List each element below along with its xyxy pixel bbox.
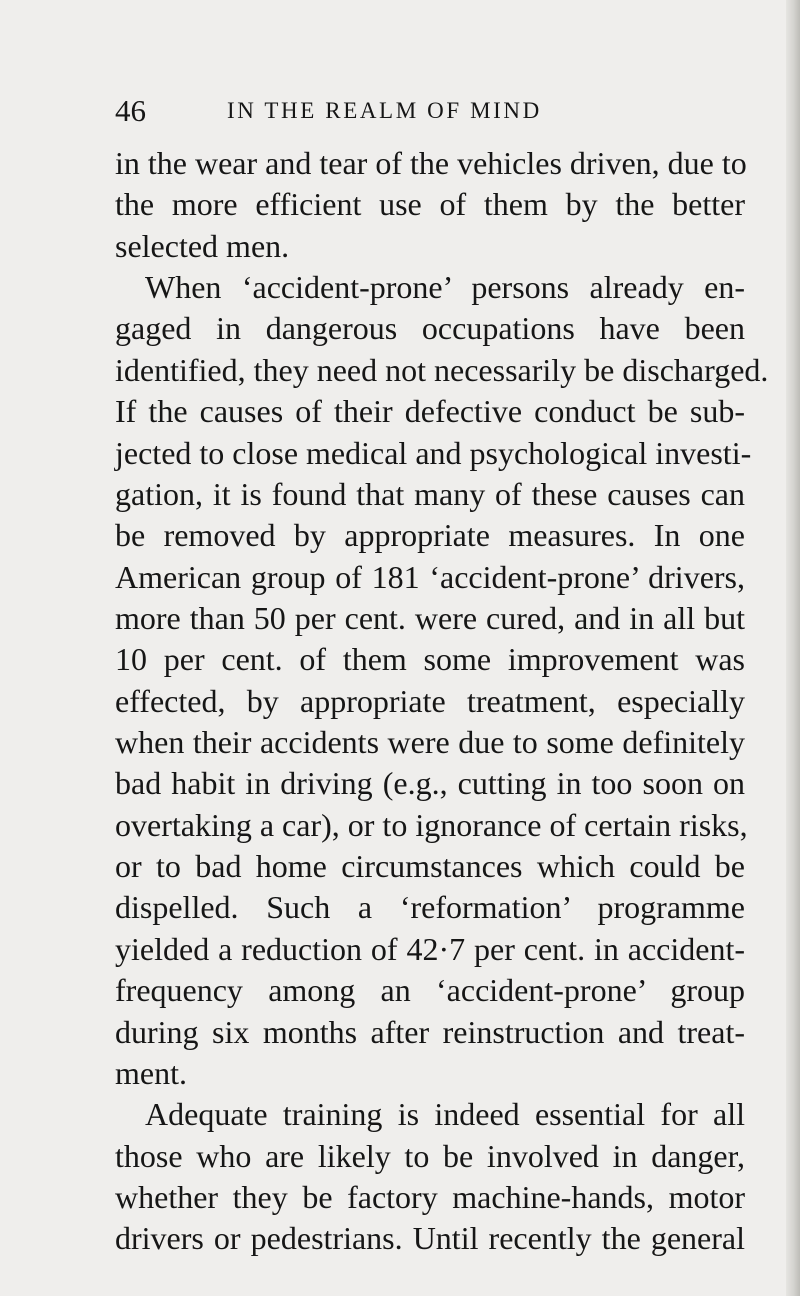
text-line: the more efficient use of them by the better	[115, 186, 745, 223]
text-line: gaged in dangerous occupations have been	[115, 310, 745, 347]
text-line: identified, they need not necessarily be discharged.	[115, 351, 769, 388]
running-title: IN THE REALM OF MIND	[227, 98, 542, 123]
text-line: ment.	[115, 1054, 187, 1091]
page-number: 46	[115, 93, 146, 128]
text-line: those who are likely to be involved in danger,	[115, 1137, 745, 1174]
paragraph-start-line: Adequate training is indeed essential for all	[145, 1096, 745, 1133]
text-line: frequency among an ‘accident-prone’ group	[115, 972, 745, 1009]
text-line: bad habit in driving (e.g., cutting in too soon on	[115, 765, 745, 802]
text-line: American group of 181 ‘accident-prone’ drivers,	[115, 558, 745, 595]
text-line: in the wear and tear of the vehicles driven, due to	[115, 145, 747, 181]
page-edge	[786, 0, 800, 1296]
text-line: when their accidents were due to some definitely	[115, 724, 745, 761]
paragraph-start-line: When ‘accident-prone’ persons already en-	[145, 269, 745, 306]
text-line: whether they be factory machine-hands, motor	[115, 1178, 745, 1215]
text-line: selected men.	[115, 227, 290, 264]
text-line: effected, by appropriate treatment, especially	[115, 682, 745, 719]
text-line: more than 50 per cent. were cured, and in all but	[115, 599, 745, 636]
text-line: jected to close medical and psychological investi-	[115, 434, 752, 471]
text-line: dispelled. Such a ‘reformation’ programme	[115, 889, 745, 926]
text-line: overtaking a car), or to ignorance of certain risks,	[115, 806, 748, 843]
text-line: drivers or pedestrians. Until recently the general	[115, 1220, 745, 1257]
body-text	[115, 143, 769, 1260]
text-line: yielded a reduction of 42·7 per cent. in accident-	[115, 930, 745, 967]
text-line: or to bad home circumstances which could be	[115, 848, 745, 885]
text-line: be removed by appropriate measures. In one	[115, 517, 745, 554]
text-line: during six months after reinstruction and treat-	[115, 1013, 745, 1050]
text-line: 10 per cent. of them some improvement was	[115, 641, 745, 678]
text-line: If the causes of their defective conduct be sub-	[115, 393, 745, 430]
text-line: gation, it is found that many of these causes can	[115, 475, 745, 512]
running-head	[115, 86, 715, 136]
